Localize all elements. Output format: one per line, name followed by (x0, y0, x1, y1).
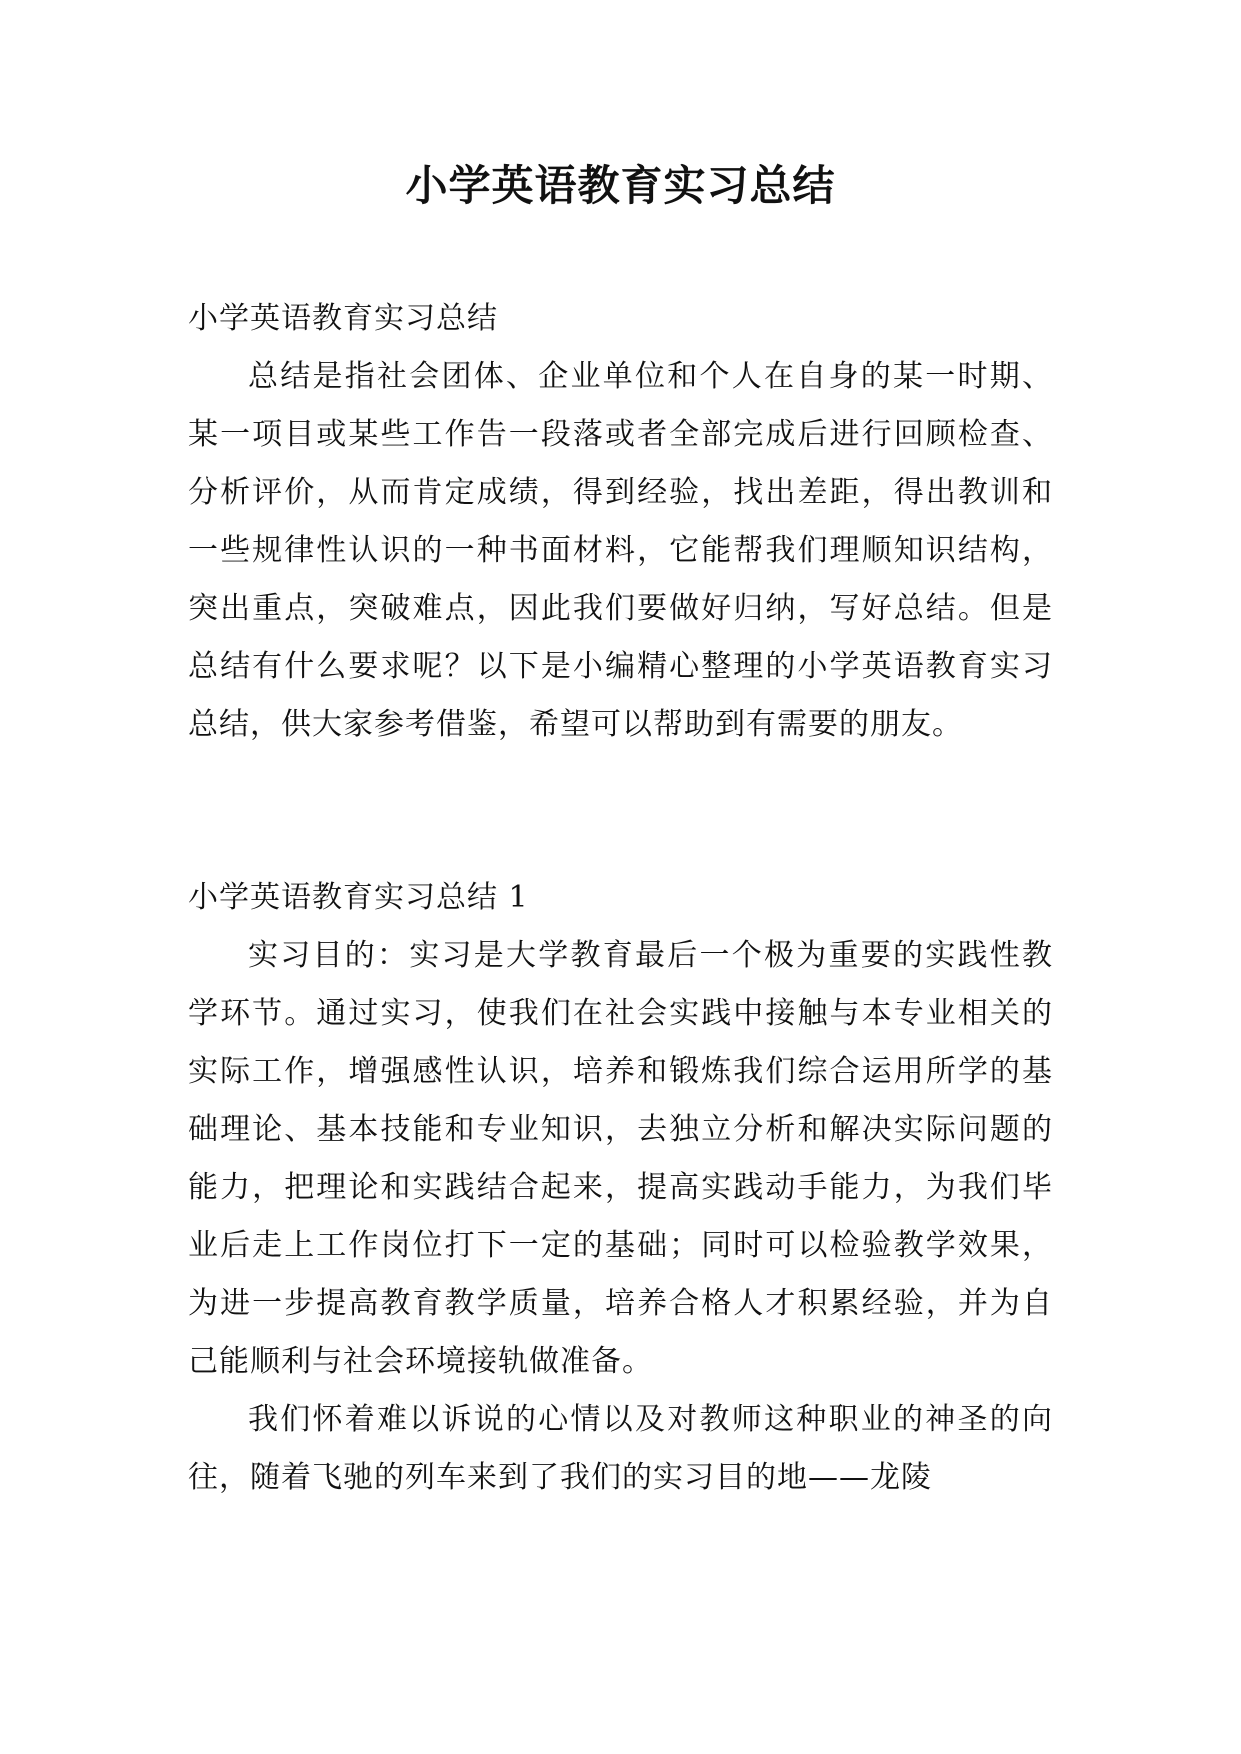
body-paragraph: 总结是指社会团体、企业单位和个人在自身的某一时期、某一项目或某些工作告一段落或者全部完成后进行回顾检查、分析评价，从而肯定成绩，得到经验，找出差距，得出教训和一些规律性认识的一种书面材料，它能帮我们理顺知识结构，突出重点，突破难点，因此我们要做好归纳，写好总结。但是总结有什么要求呢？以下是小编精心整理的小学英语教育实习总结，供大家参考借鉴，希望可以帮助到有需要的朋友。 (188, 359, 1053, 742)
document-body (188, 290, 1053, 1507)
document-title: 小学英语教育实习总结 (405, 161, 836, 210)
section-heading: 小学英语教育实习总结 (188, 301, 498, 336)
section-heading: 小学英语教育实习总结 1 (188, 880, 529, 915)
body-paragraph: 实习目的：实习是大学教育最后一个极为重要的实践性教学环节。通过实习，使我们在社会实践中接触与本专业相关的实际工作，增强感性认识，培养和锻炼我们综合运用所学的基础理论、基本技能和专业知识，去独立分析和解决实际问题的能力，把理论和实践结合起来，提高实践动手能力，为我们毕业后走上工作岗位打下一定的基础；同时可以检验教学效果，为进一步提高教育教学质量，培养合格人才积累经验，并为自己能顺利与社会环境接轨做准备。 (188, 938, 1053, 1379)
body-paragraph: 我们怀着难以诉说的心情以及对教师这种职业的神圣的向往，随着飞驰的列车来到了我们的实习目的地——龙陵 (188, 1402, 1053, 1495)
section-spacer (188, 754, 1053, 869)
